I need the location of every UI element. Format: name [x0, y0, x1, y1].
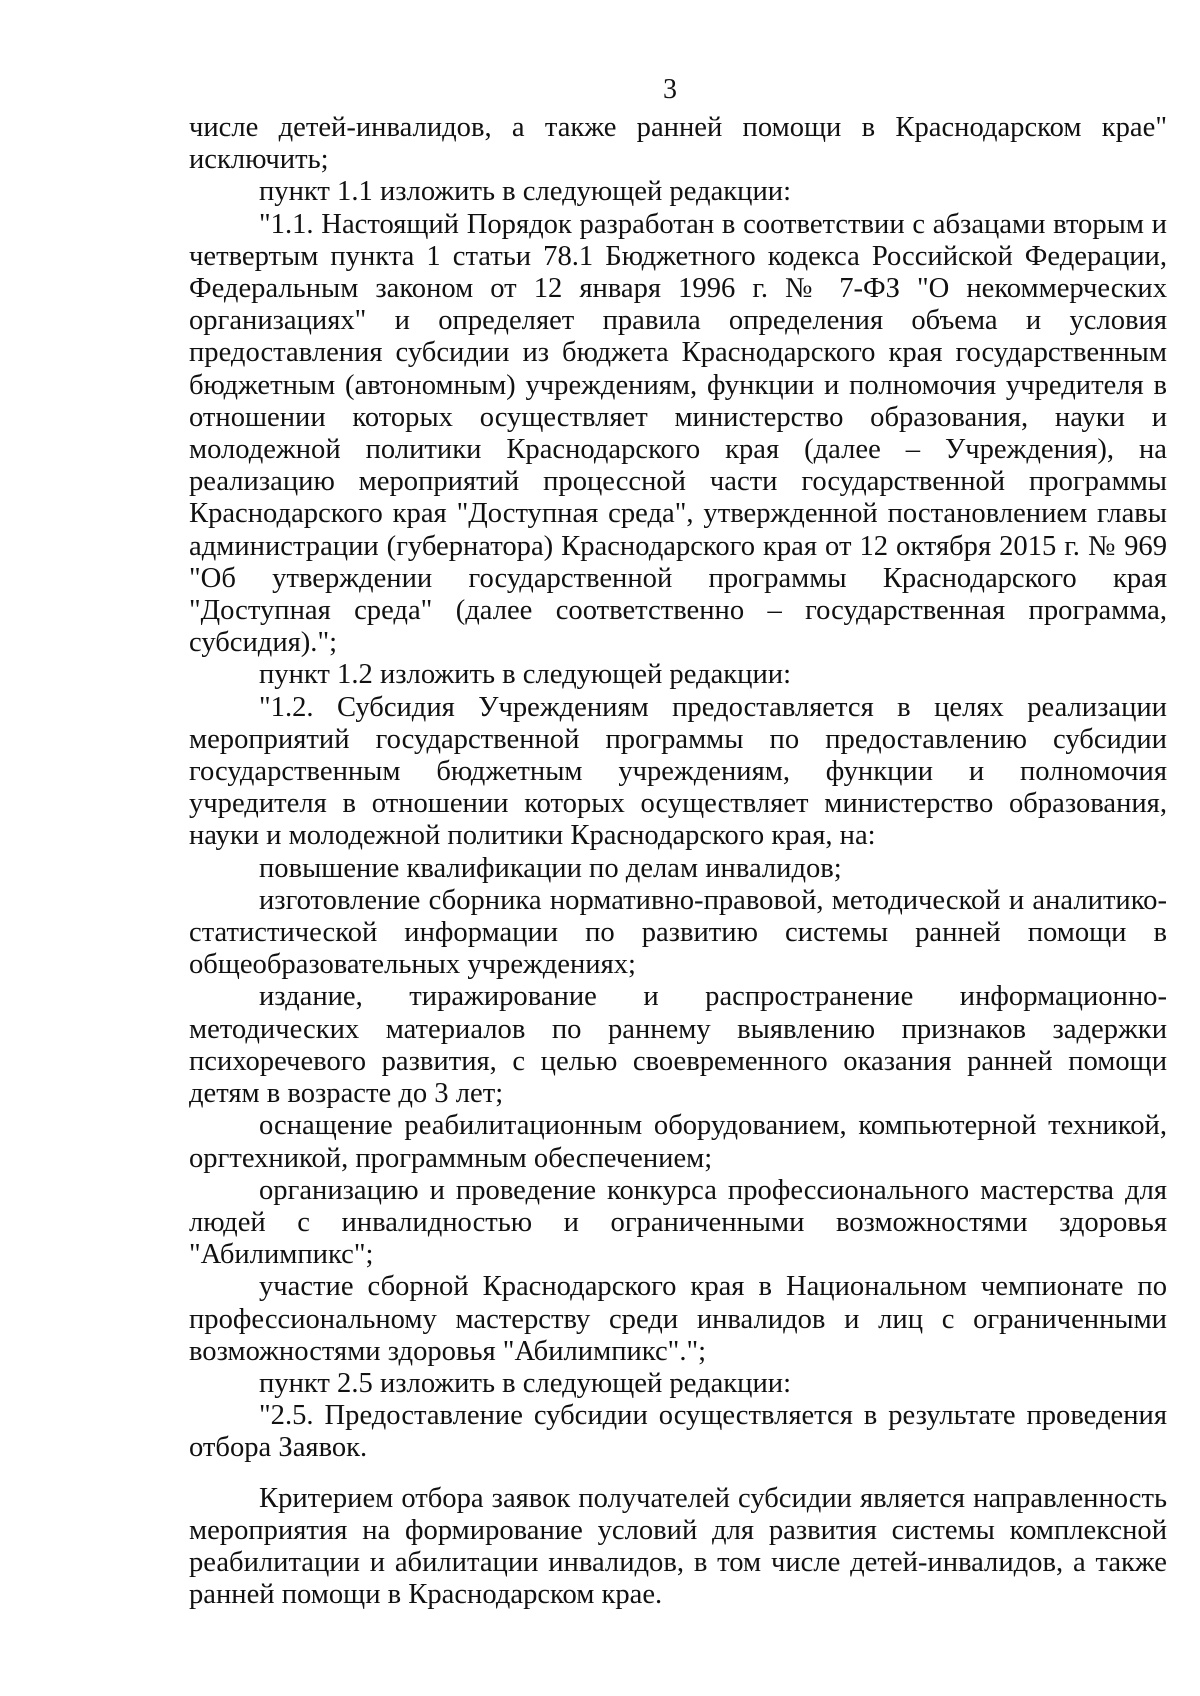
paragraph-clause-1-2: "1.2. Субсидия Учреждениям предоставляется в целях реализации мероприятий государственной программы по предоставлению субсидии государственным бюджетным учреждениям, функции и полномочия учредителя в отношении которых осуществляет министерство образования, науки и молодежной политики Краснодарского края, на: — [189, 691, 1167, 852]
list-item-championship: участие сборной Краснодарского края в Национальном чемпионате по профессиональному мастерству среди инвалидов и лиц с ограниченными возможностями здоровья "Абилимпикс"."; — [189, 1271, 1167, 1367]
list-item-equipment: оснащение реабилитационным оборудованием, компьютерной техникой, оргтехникой, программным обеспечением; — [189, 1110, 1167, 1174]
page-number: 3 — [663, 74, 677, 105]
document-body — [189, 112, 1167, 1611]
paragraph-clause-2-5: "2.5. Предоставление субсидии осуществляется в результате проведения отбора Заявок. — [189, 1400, 1167, 1464]
paragraph-amend-1-2: пункт 1.2 изложить в следующей редакции: — [259, 659, 792, 691]
paragraph-amend-1-1: пункт 1.1 изложить в следующей редакции: — [259, 176, 792, 208]
paragraph-clause-1-1: "1.1. Настоящий Порядок разработан в соответствии с абзацами вторым и четвертым пункта 1 статьи 78.1 Бюджетного кодекса Российской Федерации, Федеральным законом от 12 января 1996 г. № 7-ФЗ "О некоммерческих организациях" и определяет правила определения объема и условия предоставления субсидии из бюджета Краснодарского края государственным бюджетным (автономным) учреждениям, функции и полномочия учредителя в отношении которых осуществляет министерство образования, науки и молодежной политики Краснодарского края (далее – Учреждения), на реализацию мероприятий процессной части государственной программы Краснодарского края "Доступная среда", утвержденной постановлением главы администрации (губернатора) Краснодарского края от 12 октября 2015 г. № 969 "Об утверждении государственной программы Краснодарского края "Доступная среда" (далее соответственно – государственная программа, субсидия)."; — [189, 208, 1167, 659]
paragraph-continuation: числе детей-инвалидов, а также ранней помощи в Краснодарском крае" исключить; — [189, 112, 1167, 176]
list-item-collection: изготовление сборника нормативно-правовой, методической и аналитико-статистической информации по развитию системы ранней помощи в общеобразовательных учреждениях; — [189, 884, 1167, 981]
list-item-publication: издание, тиражирование и распространение информационно-методических материалов по раннему выявлению признаков задержки психоречевого развития, с целью своевременного оказания ранней помощи детям в возрасте до 3 лет; — [189, 981, 1167, 1110]
list-item-contest: организацию и проведение конкурса профессионального мастерства для людей с инвалидностью и ограниченными возможностями здоровья "Абилимпикс"; — [189, 1174, 1167, 1271]
list-item-qualification: повышение квалификации по делам инвалидов; — [259, 852, 842, 884]
paragraph-amend-2-5: пункт 2.5 изложить в следующей редакции: — [259, 1367, 792, 1399]
paragraph-selection-criterion: Критерием отбора заявок получателей субсидии является направленность мероприятия на формирование условий для развития системы комплексной реабилитации и абилитации инвалидов, в том числе детей-инвалидов, а также ранней помощи в Краснодарском крае. — [189, 1482, 1167, 1611]
